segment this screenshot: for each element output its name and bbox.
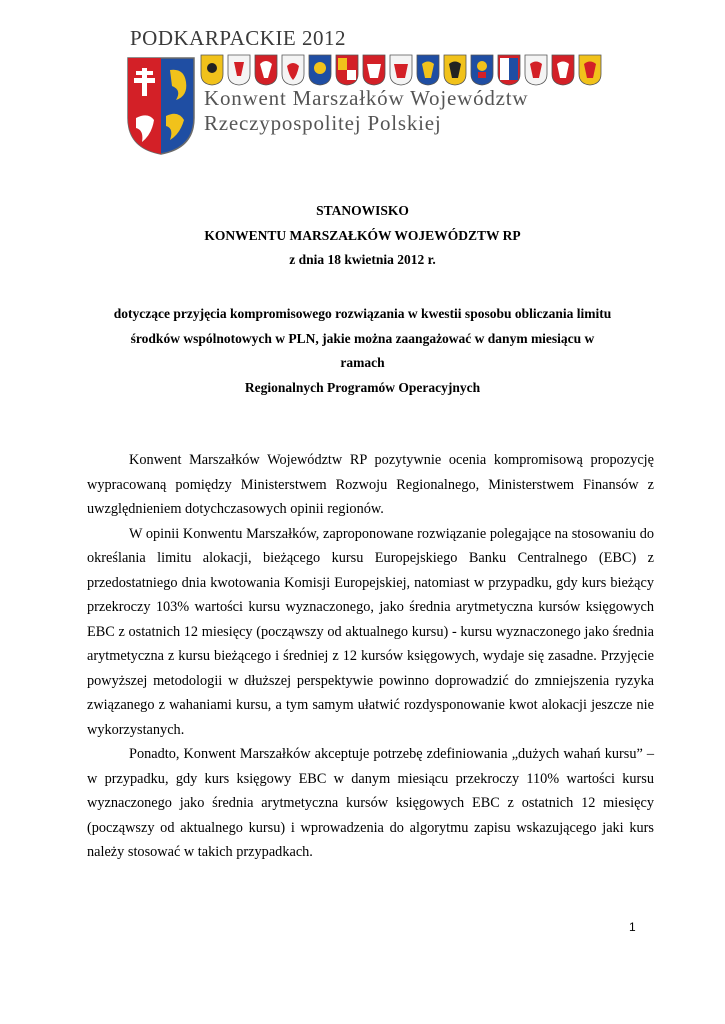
regional-crests-row: [200, 54, 602, 88]
document-subject: [70, 302, 655, 400]
crest-icon: [308, 54, 332, 86]
podkarpackie-coat-of-arms-icon: [126, 56, 196, 156]
document-title: [70, 199, 655, 273]
crest-icon: [416, 54, 440, 86]
document-body: [87, 448, 654, 865]
subject-line: ramach: [340, 355, 385, 370]
event-title: PODKARPACKIE 2012: [130, 26, 347, 50]
crest-icon: [497, 54, 521, 86]
crest-icon: [524, 54, 548, 86]
org-name-line2: Rzeczypospolitej Polskiej: [204, 111, 442, 135]
crest-icon: [551, 54, 575, 86]
crest-icon: [281, 54, 305, 86]
subject-line: Regionalnych Programów Operacyjnych: [244, 379, 481, 395]
subject-line: dotyczące przyjęcia kompromisowego rozwiązania w kwestii sposobu obliczania limitu: [113, 306, 612, 321]
paragraph: Konwent Marszałków Województw RP pozytywnie ocenia kompromisową propozycję wypracowaną pomiędzy Ministerstwem Rozwoju Regionalnego, Ministerstwem Finansów z uwzględnieniem dotychczasowych opinii regionów.: [87, 452, 654, 517]
org-name-line1: Konwent Marszałków Województw: [204, 86, 529, 110]
crest-icon: [362, 54, 386, 86]
crest-icon: [443, 54, 467, 86]
paragraph: W opinii Konwentu Marszałków, zaproponowane rozwiązanie polegające na stosowaniu do określania limitu alokacji, bieżącego kursu Europejskiego Banku Centralnego (EBC) z przedostatniego dnia kwotowania Komisji Europejskiej, natomiast w przypadku, gdy kurs bieżący przekroczy 103% wartości kursu wyznaczonego, jako średnia arytmetyczna kursów księgowych EBC z ostatnich 12 miesięcy (począwszy od aktualnego kursu) - kursu wyznaczonego jako średnia arytmetyczna z kursu bieżącego i średniej z 12 kursów księgowych, wydaje się zasadne. Przyjęcie powyższej metodologii w dłuższej perspektywie powinno doprowadzić do zmniejszenia ryzyka związanego z wahaniami kursu, a tym samym ułatwić rozdysponowanie kwot alokacji jeszcze nie wykorzystanych.: [87, 525, 654, 738]
page-number: 1: [629, 920, 636, 934]
title-line: STANOWISKO: [316, 203, 409, 218]
crest-icon: [200, 54, 224, 86]
letterhead: [126, 26, 606, 136]
crest-icon: [227, 54, 251, 86]
crest-icon: [470, 54, 494, 86]
crest-icon: [389, 54, 413, 86]
title-line: KONWENTU MARSZAŁKÓW WOJEWÓDZTW RP: [204, 227, 521, 243]
title-date: z dnia 18 kwietnia 2012 r.: [289, 252, 436, 267]
crest-icon: [578, 54, 602, 86]
crest-icon: [335, 54, 359, 86]
subject-line: środków wspólnotowych w PLN, jakie można zaangażować w danym miesiącu w: [130, 330, 595, 346]
crest-icon: [254, 54, 278, 86]
paragraph: Ponadto, Konwent Marszałków akceptuje potrzebę zdefiniowania „dużych wahań kursu” – w przypadku, gdy kurs księgowy EBC w danym miesiącu przekroczy 110% wartości kursu wyznaczonego jako średnia arytmetyczna kursów księgowych EBC z ostatnich 12 miesięcy (począwszy od aktualnego kursu) i wprowadzenia do algorytmu zapisu wskazującego jaki kurs należy stosować w takich przypadkach.: [87, 746, 654, 860]
